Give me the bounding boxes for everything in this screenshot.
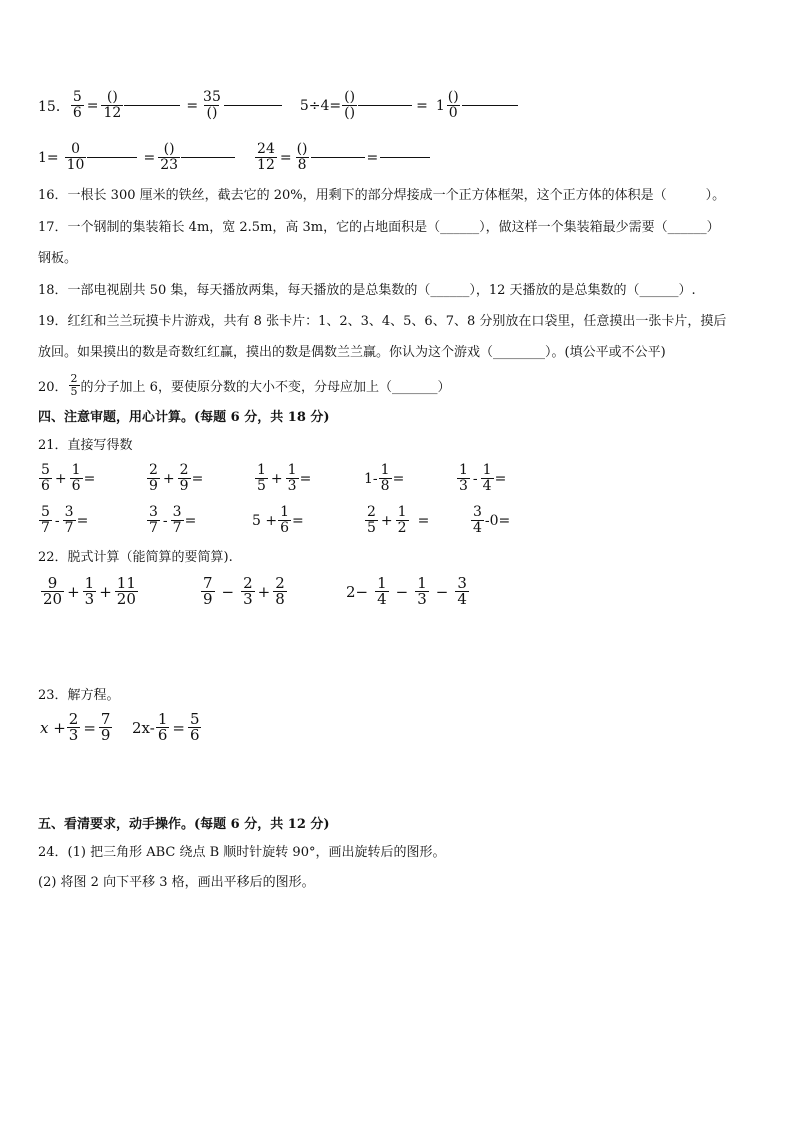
question-20: 20． $\frac{2}{5}$ 的分子加上 6，要使原分数的大小不变，分母应加上（_______） bbox=[38, 372, 451, 398]
question-17-line1: 17．一个钢制的集装箱长 4m，宽 2.5m，高 3m，它的占地面积是（______），做这样一个集装箱最少需要（______） bbox=[38, 220, 720, 235]
fraction: $\frac{24}{12}$ bbox=[257, 141, 275, 173]
q15-number: 15． bbox=[38, 98, 70, 115]
answer-blank[interactable] bbox=[224, 105, 282, 106]
fraction: $\frac{35}{()}$ bbox=[203, 89, 221, 121]
answer-blank[interactable] bbox=[311, 157, 365, 158]
question-21-title: 21．直接写得数 bbox=[38, 438, 133, 453]
question-22-title: 22．脱式计算（能简算的要简算). bbox=[38, 550, 233, 565]
q22-expression-2: $\frac{7}{9}$ − $\frac{2}{3}$ + $\frac{2}{8}$ bbox=[203, 574, 285, 608]
fraction: $\frac{0}{10}$ bbox=[66, 141, 85, 173]
question-16: 16．一根长 300 厘米的铁丝，截去它的 20%，用剩下的部分焊接成一个正方体框架，这个正方体的体积是（ ）。 bbox=[38, 188, 726, 203]
question-23-title: 23．解方程。 bbox=[38, 688, 120, 703]
question-24-part2: (2) 将图 2 向下平移 3 格，画出平移后的图形。 bbox=[38, 875, 315, 890]
section-5-heading: 五、看清要求，动手操作。(每题 6 分，共 12 分) bbox=[38, 817, 330, 832]
q15-row1: 15． $\frac{5}{6}$ = $\frac{()}{12}$ = $\frac{35}{()}$ 5÷4= $\frac{()}{()}$ = 1 $\frac{()}{0}$ bbox=[38, 90, 518, 121]
fraction: $\frac{2}{5}$ bbox=[70, 372, 78, 398]
fraction: $\frac{()}{()}$ bbox=[344, 89, 356, 121]
question-17-line2: 钢板。 bbox=[38, 251, 78, 266]
q21-item: 1- $\frac{1}{8}$ = bbox=[364, 462, 405, 494]
answer-blank[interactable] bbox=[358, 105, 412, 106]
fraction: $\frac{()}{0}$ bbox=[447, 89, 459, 121]
q21-item: $\frac{3}{7}$ - $\frac{3}{7}$ = bbox=[149, 504, 197, 536]
q21-item: $\frac{1}{5}$ + $\frac{1}{3}$ = bbox=[257, 462, 312, 494]
q22-expression-3: 2− $\frac{1}{4}$ − $\frac{1}{3}$ − $\frac{3}{4}$ bbox=[346, 574, 467, 608]
q23-equation-1: x + $\frac{2}{3}$ = $\frac{7}{9}$ bbox=[40, 710, 111, 744]
q21-item: $\frac{1}{3}$ - $\frac{1}{4}$ = bbox=[459, 462, 507, 494]
answer-blank[interactable] bbox=[181, 157, 235, 158]
q22-expression-1: $\frac{9}{20}$ + $\frac{1}{3}$ + $\frac{11}{20}$ bbox=[43, 574, 136, 608]
q21-item: $\frac{2}{9}$ + $\frac{2}{9}$ = bbox=[149, 462, 204, 494]
question-19-line1: 19．红红和兰兰玩摸卡片游戏，共有 8 张卡片：1、2、3、4、5、6、7、8 分别放在口袋里，任意摸出一张卡片，摸后 bbox=[38, 314, 727, 329]
q21-item: $\frac{3}{4}$ -0= bbox=[473, 504, 511, 536]
q21-item: 5 + $\frac{1}{6}$ = bbox=[252, 504, 304, 536]
q21-item: $\frac{5}{7}$ - $\frac{3}{7}$ = bbox=[41, 504, 89, 536]
answer-blank[interactable] bbox=[124, 105, 180, 106]
fraction: $\frac{()}{12}$ bbox=[103, 89, 122, 121]
question-19-line2: 放回。如果摸出的数是奇数红红赢，摸出的数是偶数兰兰赢。你认为这个游戏（________）。(填公平或不公平) bbox=[38, 345, 666, 360]
answer-blank[interactable] bbox=[380, 157, 430, 158]
question-18: 18．一部电视剧共 50 集，每天播放两集，每天播放的是总集数的（______），12 天播放的是总集数的（______）. bbox=[38, 283, 696, 298]
q15-row2: 1= $\frac{0}{10}$ = $\frac{()}{23}$ $\frac{24}{12}$ = $\frac{()}{8}$ = bbox=[38, 142, 430, 173]
fraction: $\frac{()}{8}$ bbox=[296, 141, 308, 173]
fraction: $\frac{()}{23}$ bbox=[160, 141, 179, 173]
q23-equation-2: 2x- $\frac{1}{6}$ = $\frac{5}{6}$ bbox=[132, 710, 200, 744]
fraction: $\frac{5}{6}$ bbox=[72, 89, 82, 121]
q21-item: $\frac{2}{5}$ + $\frac{1}{2}$ = bbox=[367, 504, 430, 536]
answer-blank[interactable] bbox=[462, 105, 518, 106]
q21-item: $\frac{5}{6}$ + $\frac{1}{6}$ = bbox=[41, 462, 96, 494]
section-4-heading: 四、注意审题，用心计算。(每题 6 分，共 18 分) bbox=[38, 410, 330, 425]
answer-blank[interactable] bbox=[87, 157, 137, 158]
question-24-part1: 24．(1) 把三角形 ABC 绕点 B 顺时针旋转 90°，画出旋转后的图形。 bbox=[38, 845, 446, 860]
